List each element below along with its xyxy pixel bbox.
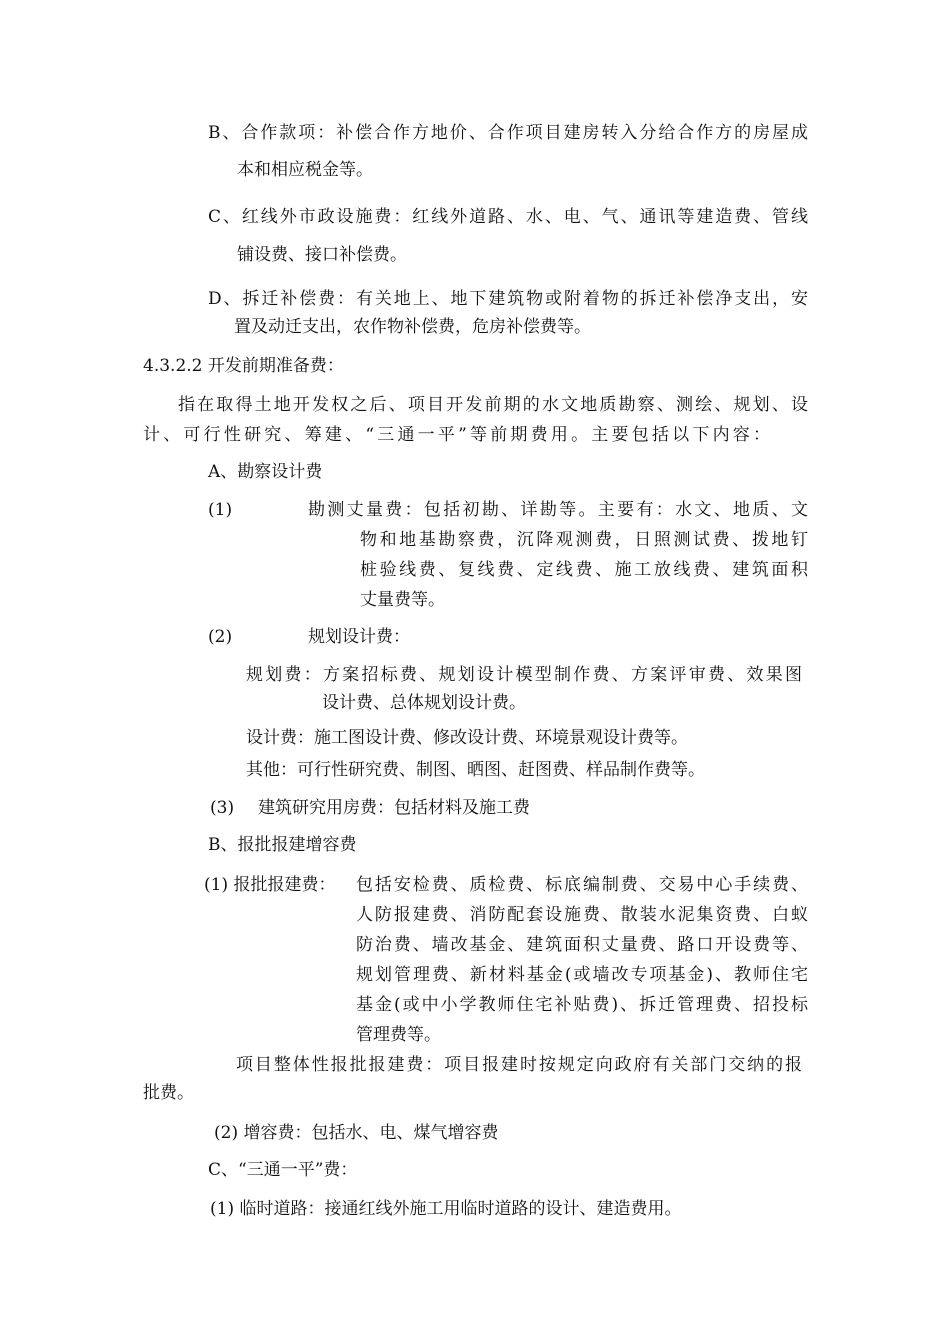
item-d-line2: 置及动迁支出，农作物补偿费，危房补偿费等。 xyxy=(234,317,591,337)
a-item1-number: (1) xyxy=(208,500,233,520)
planning-fee-line2: 设计费、总体规划设计费。 xyxy=(322,693,526,713)
item-c-line2: 铺设费、接口补偿费。 xyxy=(237,245,407,265)
section-intro-line1: 指在取得土地开发权之后、项目开发前期的水文地质勘察、测绘、规划、设 xyxy=(178,395,808,415)
overall-fee-line1: 项目整体性报批报建费：项目报建时按规定向政府有关部门交纳的报 xyxy=(236,1055,802,1075)
a-item3-text: 建筑研究用房费：包括材料及施工费 xyxy=(258,798,530,818)
b-item1-line3: 防治费、墙改基金、建筑面积丈量费、路口开设费等、 xyxy=(356,935,808,955)
a-item2-number: (2) xyxy=(208,627,233,647)
other-fee-line: 其他：可行性研究费、制图、晒图、赶图费、样品制作费等。 xyxy=(246,760,705,780)
item-b-line1: B、合作款项：补偿合作方地价、合作项目建房转入分给合作方的房屋成 xyxy=(208,123,808,143)
planning-fee-line1: 规划费：方案招标费、规划设计模型制作费、方案评审费、效果图 xyxy=(246,665,802,685)
item-c-line1: C、红线外市政设施费：红线外道路、水、电、气、通讯等建造费、管线 xyxy=(208,207,808,227)
b-item1-line4: 规划管理费、新材料基金(或墙改专项基金)、教师住宅 xyxy=(356,965,808,985)
c-section-title: C、“三通一平”费： xyxy=(208,1160,358,1180)
a-item2-label: 规划设计费： xyxy=(308,627,410,647)
b-item1-line6: 管理费等。 xyxy=(356,1025,441,1045)
b-item1-lead: (1) 报批报建费： xyxy=(204,875,336,895)
design-fee-line: 设计费：施工图设计费、修改设计费、环境景观设计费等。 xyxy=(246,728,688,748)
a-item3-number: (3) xyxy=(210,798,235,818)
a-item1-line3: 桩验线费、复线费、定线费、施工放线费、建筑面积 xyxy=(360,560,808,580)
b-item1-line5: 基金(或中小学教师住宅补贴费)、拆迁管理费、招投标 xyxy=(356,995,808,1015)
item-d-line1: D、拆迁补偿费：有关地上、地下建筑物或附着物的拆迁补偿净支出，安 xyxy=(208,289,808,309)
section-intro-line2: 计、可行性研究、筹建、“三通一平”等前期费用。主要包括以下内容： xyxy=(143,425,770,445)
item-b-line2: 本和相应税金等。 xyxy=(237,160,373,180)
c-item1: (1) 临时道路：接通红线外施工用临时道路的设计、建造费用。 xyxy=(210,1199,682,1219)
b-item1-line2: 人防报建费、消防配套设施费、散装水泥集资费、白蚁 xyxy=(356,905,808,925)
b-section-title: B、报批报建增容费 xyxy=(208,835,357,855)
section-heading: 4.3.2.2 开发前期准备费： xyxy=(143,356,344,376)
a-item1-line1: 勘测丈量费：包括初勘、详勘等。主要有：水文、地质、文 xyxy=(308,500,808,520)
a-item1-line4: 丈量费等。 xyxy=(360,590,445,610)
b-item1-line1: 包括安检费、质检费、标底编制费、交易中心手续费、 xyxy=(356,875,808,895)
a-title: A、勘察设计费 xyxy=(208,462,323,482)
a-item1-line2: 物和地基勘察费，沉降观测费，日照测试费、拨地钉 xyxy=(360,530,808,550)
overall-fee-line2: 批费。 xyxy=(143,1083,194,1103)
b-item2: (2) 增容费：包括水、电、煤气增容费 xyxy=(214,1123,499,1143)
